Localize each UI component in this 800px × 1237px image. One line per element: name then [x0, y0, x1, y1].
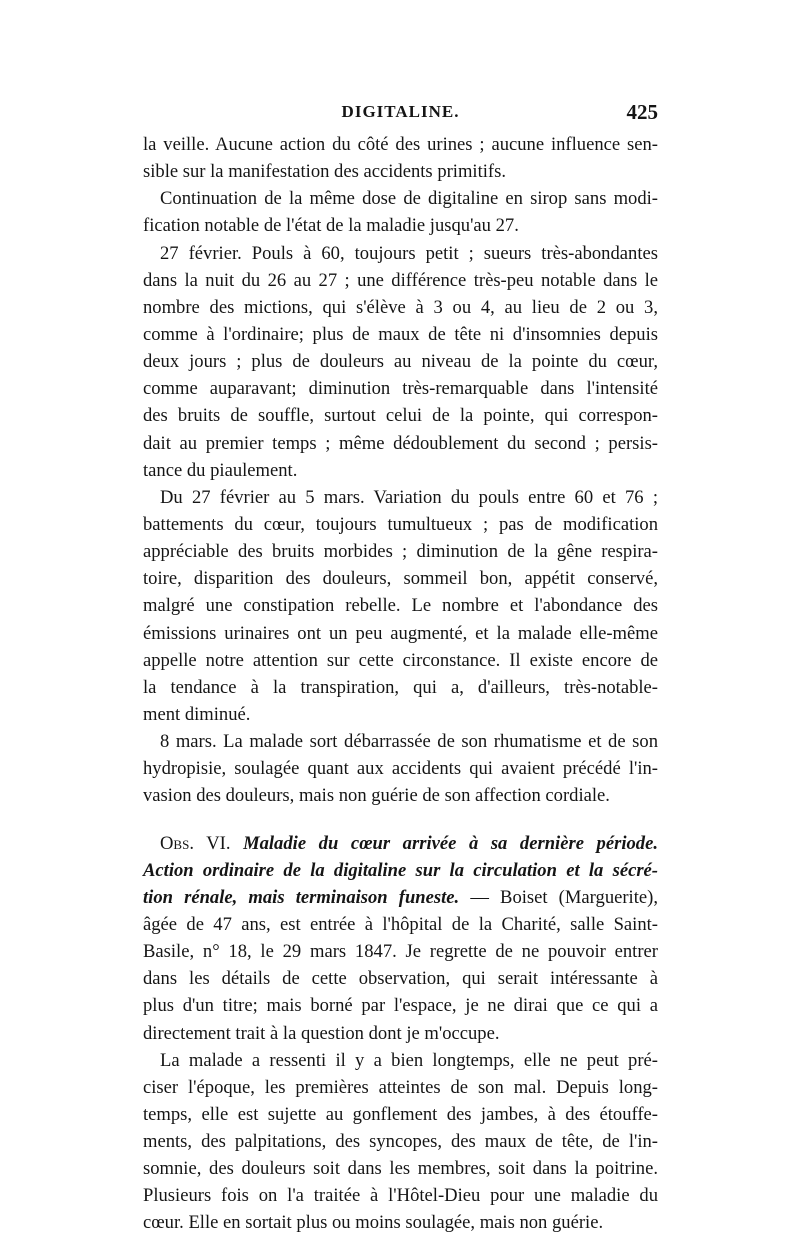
text-line: hydropisie, soulagée quant aux accidents qui avaient précédé l'in-	[143, 758, 658, 780]
observation-paragraph	[143, 830, 658, 1047]
text-line: Plusieurs fois on l'a traitée à l'Hôtel-Dieu pour une maladie du	[143, 1185, 658, 1207]
text-line: tance du piaulement.	[143, 459, 298, 481]
observation-title: tion rénale, mais terminaison funeste.	[143, 886, 460, 908]
text-line: 8 mars. La malade sort débarrassée de son rhumatisme et de son	[160, 731, 658, 753]
observation-title: Maladie du cœur arrivée à sa dernière période.	[243, 832, 658, 854]
text-line: ments, des palpitations, des syncopes, des maux de tête, de l'in-	[143, 1131, 658, 1153]
observation-patient: — Boiset (Marguerite),	[470, 886, 658, 908]
paragraph	[143, 484, 658, 728]
text-line: Du 27 février au 5 mars. Variation du pouls entre 60 et 76 ;	[160, 486, 658, 508]
text-line: somnie, des douleurs soit dans les membres, soit dans la poitrine.	[143, 1158, 658, 1180]
paragraph	[143, 728, 658, 809]
text-line: directement trait à la question dont je m'occupe.	[143, 1022, 500, 1044]
paragraph	[143, 240, 658, 484]
text-line: nombre des mictions, qui s'élève à 3 ou 4, au lieu de 2 ou 3,	[143, 296, 658, 318]
text-line	[143, 830, 658, 857]
text-line: dans les détails de cette observation, qui serait intéressante à	[143, 968, 658, 990]
text-line: la tendance à la transpiration, qui a, d'ailleurs, très-notable-	[143, 676, 658, 698]
text-line: émissions urinaires ont un peu augmenté, et la malade elle-même	[143, 622, 658, 644]
text-line: 27 février. Pouls à 60, toujours petit ; sueurs très-abondantes	[160, 242, 658, 264]
paragraph	[143, 185, 658, 239]
text-line: ment diminué.	[143, 703, 251, 725]
text-line: sible sur la manifestation des accidents primitifs.	[143, 161, 507, 183]
text-line: appréciable des bruits morbides ; diminution de la gêne respira-	[143, 541, 658, 563]
text-line: comme à l'ordinaire; plus de maux de tête ni d'insomnies depuis	[143, 323, 658, 345]
observation-label: Obs. VI.	[160, 832, 231, 854]
text-line: dans la nuit du 26 au 27 ; une différence très-peu notable dans le	[143, 269, 658, 291]
text-line	[143, 857, 658, 884]
text-line: fication notable de l'état de la maladie jusqu'au 27.	[143, 215, 519, 237]
page-body	[143, 131, 658, 1237]
text-line: des bruits de souffle, surtout celui de la pointe, qui correspon-	[143, 405, 658, 427]
text-line: toire, disparition des douleurs, sommeil bon, appétit conservé,	[143, 568, 658, 590]
text-line: la veille. Aucune action du côté des urines ; aucune influence sen-	[143, 134, 658, 155]
text-line: deux jours ; plus de douleurs au niveau de la pointe du cœur,	[143, 351, 658, 373]
observation-title: Action ordinaire de la digitaline sur la circulation et la sécré-	[143, 859, 658, 881]
text-line: Continuation de la même dose de digitaline en sirop sans modi-	[160, 188, 658, 210]
text-line: cœur. Elle en sortait plus ou moins soulagée, mais non guérie.	[143, 1212, 604, 1234]
text-line: La malade a ressenti il y a bien longtemps, elle ne peut pré-	[160, 1049, 658, 1071]
text-line: battements du cœur, toujours tumultueux ; pas de modification	[143, 513, 658, 535]
text-line: vasion des douleurs, mais non guérie de son affection cordiale.	[143, 785, 610, 807]
text-line: malgré une constipation rebelle. Le nombre et l'abondance des	[143, 595, 658, 617]
text-line: temps, elle est sujette au gonflement des jambes, à des étouffe-	[143, 1103, 658, 1125]
text-line: âgée de 47 ans, est entrée à l'hôpital de la Charité, salle Saint-	[143, 913, 658, 935]
paragraph	[143, 1047, 658, 1237]
running-title: DIGITALINE.	[341, 102, 460, 121]
text-line: Basile, n° 18, le 29 mars 1847. Je regrette de ne pouvoir entrer	[143, 941, 658, 963]
paragraph	[143, 131, 658, 185]
page-number: 425	[626, 100, 658, 124]
text-line: comme auparavant; diminution très-remarquable dans l'intensité	[143, 378, 658, 400]
text-line: ciser l'époque, les premières atteintes de son mal. Depuis long-	[143, 1076, 658, 1098]
text-line: plus d'un titre; mais borné par l'espace, je ne dirai que ce qui a	[143, 995, 658, 1017]
text-line: appelle notre attention sur cette circonstance. Il existe encore de	[143, 649, 658, 671]
text-line: dait au premier temps ; même dédoublement du second ; persis-	[143, 432, 658, 454]
running-head	[143, 100, 658, 130]
text-line	[143, 884, 658, 911]
